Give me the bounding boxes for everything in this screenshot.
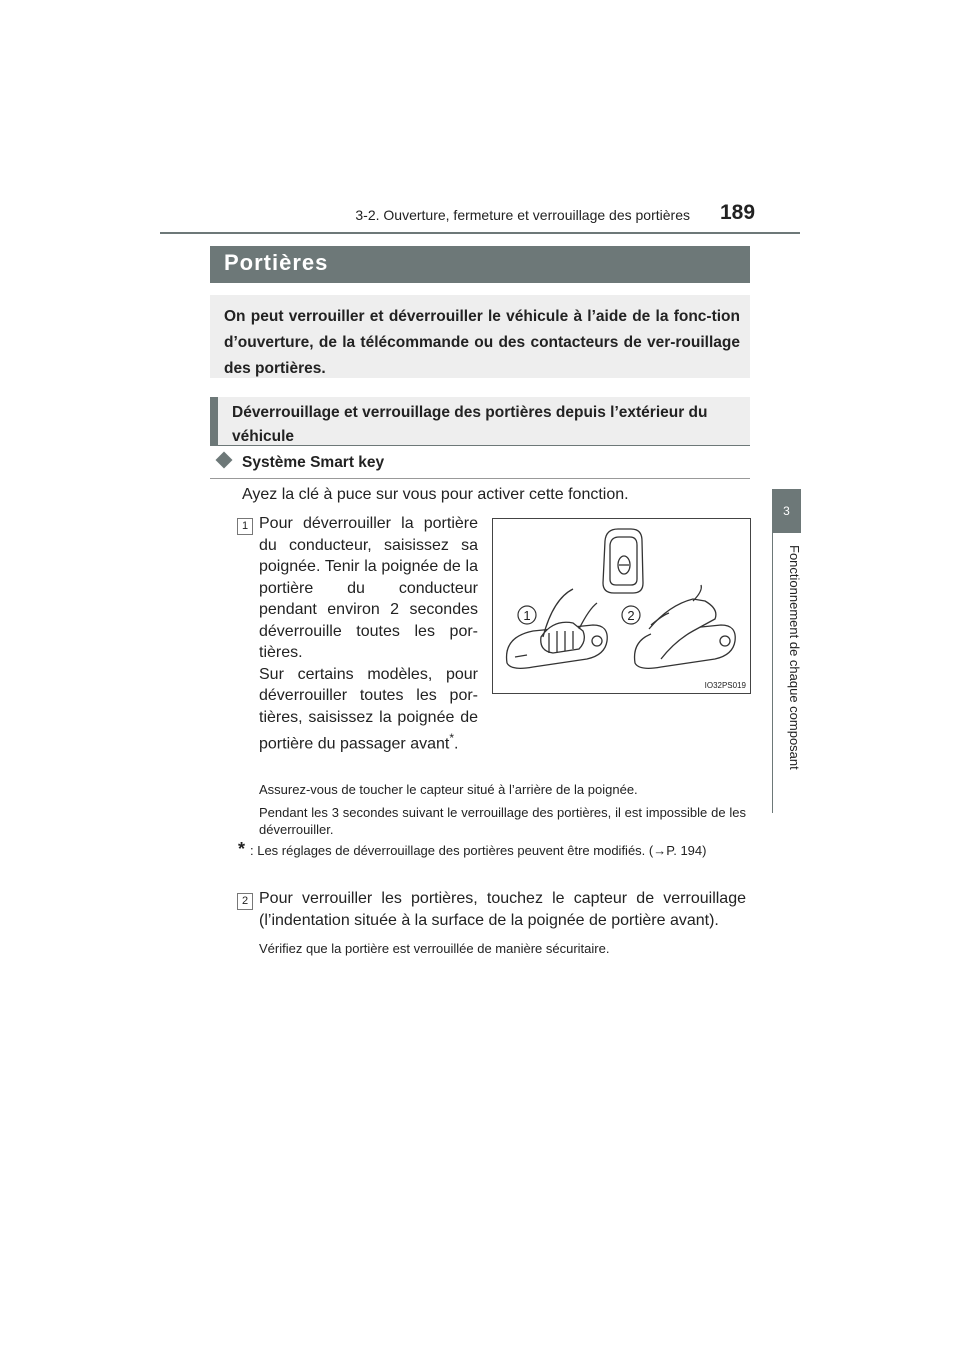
step-1-badge: 1 xyxy=(237,518,253,535)
page-title: Portières xyxy=(224,250,329,275)
door-handle-right xyxy=(635,585,736,668)
step-1-text xyxy=(259,513,478,755)
step-1-period: . xyxy=(454,735,459,753)
subsection-title: Déverrouillage et verrouillage des portières depuis l’extérieur du véhicule xyxy=(232,404,708,445)
smart-key-intro: Ayez la clé à puce sur vous pour activer cette fonction. xyxy=(242,486,629,503)
intro-box xyxy=(210,295,750,378)
step-1-text-b xyxy=(259,664,478,755)
door-handle-illustration xyxy=(492,518,751,694)
diamond-bullet-icon xyxy=(216,452,233,469)
door-handle-left xyxy=(507,589,608,668)
step-1-text-a: Pour déverrouiller la portière du conducteur, saisissez sa poignée. Tenir la poignée de la portière du conducteur pendant environ 2 secondes déverrouille toutes les por-tières. xyxy=(259,515,478,661)
page-number: 189 xyxy=(720,201,756,224)
smart-key-heading: Système Smart key xyxy=(242,454,385,471)
note-verify-lock: Vérifiez que la portière est verrouillée de manière sécuritaire. xyxy=(259,941,610,956)
callout-2-label: 2 xyxy=(627,608,635,623)
step-2-badge: 2 xyxy=(237,893,253,910)
section-title-bar xyxy=(210,246,750,283)
footnote-text: : Les réglages de déverrouillage des portières peuvent être modifiés. (→P. 194) xyxy=(250,843,707,858)
chapter-tab-label xyxy=(786,545,802,805)
figure-code: IO32PS019 xyxy=(704,681,746,690)
smart-key-fob-icon xyxy=(603,529,643,593)
subsection-underline xyxy=(210,445,750,446)
note-unlock-delay: Pendant les 3 secondes suivant le verrouillage des portières, il est impossible de les déverrouiller. xyxy=(259,805,746,837)
subsection-accent-bar xyxy=(210,397,218,445)
smart-key-rule xyxy=(210,478,750,479)
chapter-tab-label-text: Fonctionnement de chaque composant xyxy=(787,545,802,770)
chapter-tab-line xyxy=(772,533,773,813)
intro-text: On peut verrouiller et déverrouiller le véhicule à l’aide de la fonc-tion d’ouverture, de la télécommande ou des contacteurs de ver-rouillage des portières. xyxy=(224,308,740,377)
chapter-tab-number: 3 xyxy=(772,489,801,533)
header-section-title: 3-2. Ouverture, fermeture et verrouillage des portières xyxy=(355,207,690,223)
footnote-star: * xyxy=(449,731,455,745)
door-handle-drawing xyxy=(493,519,750,693)
callout-1-label: 1 xyxy=(523,608,531,623)
step-1-text-b-body: Sur certains modèles, pour déverrouiller toutes les por-tières, saisissez la poignée de portière du passager avant xyxy=(259,665,478,753)
step-2-text: Pour verrouiller les portières, touchez le capteur de verrouillage (l’indentation située à la surface de la poignée de portière avant). xyxy=(259,890,746,929)
subsection-box xyxy=(210,397,750,445)
note-sensor: Assurez-vous de toucher le capteur situé à l’arrière de la poignée. xyxy=(259,782,638,797)
footnote-symbol: * xyxy=(238,839,246,859)
header-rule xyxy=(160,232,800,234)
